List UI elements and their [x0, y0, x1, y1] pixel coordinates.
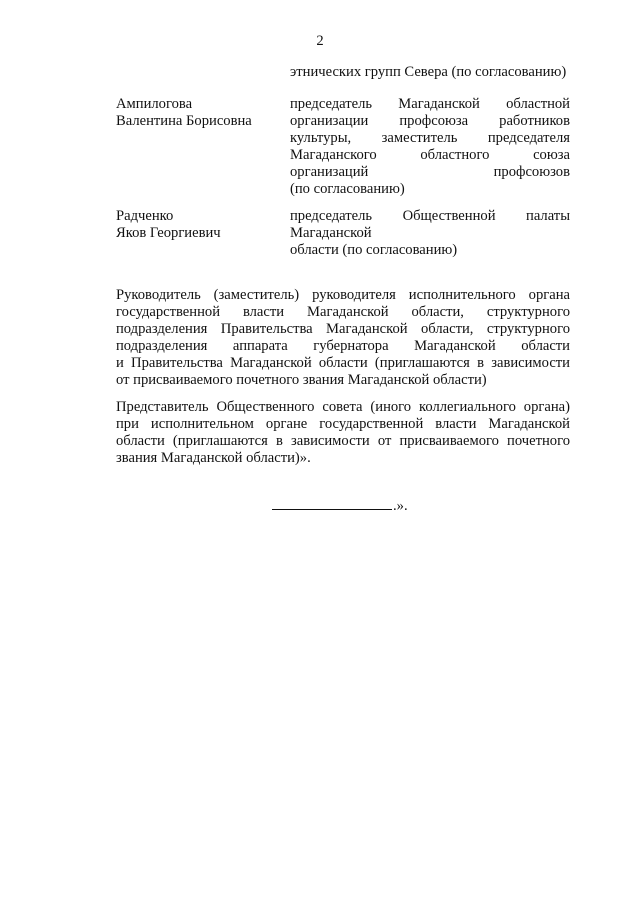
member-position: [290, 208, 570, 259]
position-line: председатель Общественной палаты: [290, 208, 570, 224]
position-line: (по согласованию): [290, 181, 405, 197]
document-end-mark: [272, 497, 408, 515]
paragraph-line: Представитель Общественного совета (иного коллегиального органа): [116, 399, 570, 415]
paragraph-line: государственной власти Магаданской области, структурного: [116, 304, 570, 320]
paragraph-line: подразделения Правительства Магаданской области, структурного: [116, 321, 570, 337]
member-position: [290, 96, 570, 198]
member-given-names: Яков Георгиевич: [116, 225, 221, 241]
member-name: [116, 208, 286, 242]
paragraph-line: от присваиваемого почетного звания Магаданской области): [116, 372, 487, 388]
position-line: Магаданского областного союза: [290, 147, 570, 163]
paragraph-line: и Правительства Магаданской области (приглашаются в зависимости: [116, 355, 570, 371]
end-quote-mark: .».: [393, 498, 408, 514]
position-line: организаций профсоюзов: [290, 164, 570, 180]
position-line: председатель Магаданской областной: [290, 96, 570, 112]
paragraph-line: звания Магаданской области)».: [116, 450, 311, 466]
paragraph-line: подразделения аппарата губернатора Магаданской области: [116, 338, 570, 354]
position-line: организации профсоюза работников: [290, 113, 570, 129]
end-line-divider: [272, 497, 392, 510]
member-given-names: Валентина Борисовна: [116, 113, 252, 129]
paragraph-line: Руководитель (заместитель) руководителя исполнительного органа: [116, 287, 570, 303]
position-line: культуры, заместитель председателя: [290, 130, 570, 146]
page-number: 2: [316, 33, 324, 49]
paragraph-line: области (приглашаются в зависимости от присваиваемого почетного: [116, 433, 570, 449]
member-surname: Радченко: [116, 208, 174, 224]
member-surname: Ампилогова: [116, 96, 193, 112]
paragraph-line: при исполнительном органе государственной власти Магаданской: [116, 416, 570, 432]
member-name: [116, 96, 286, 130]
continued-position-text: этнических групп Севера (по согласованию): [290, 64, 567, 80]
position-line: области (по согласованию): [290, 242, 458, 258]
paragraph-public-council-representative: [116, 399, 570, 467]
paragraph-executive-representative: [116, 287, 570, 389]
position-line: Магаданской: [290, 225, 372, 241]
